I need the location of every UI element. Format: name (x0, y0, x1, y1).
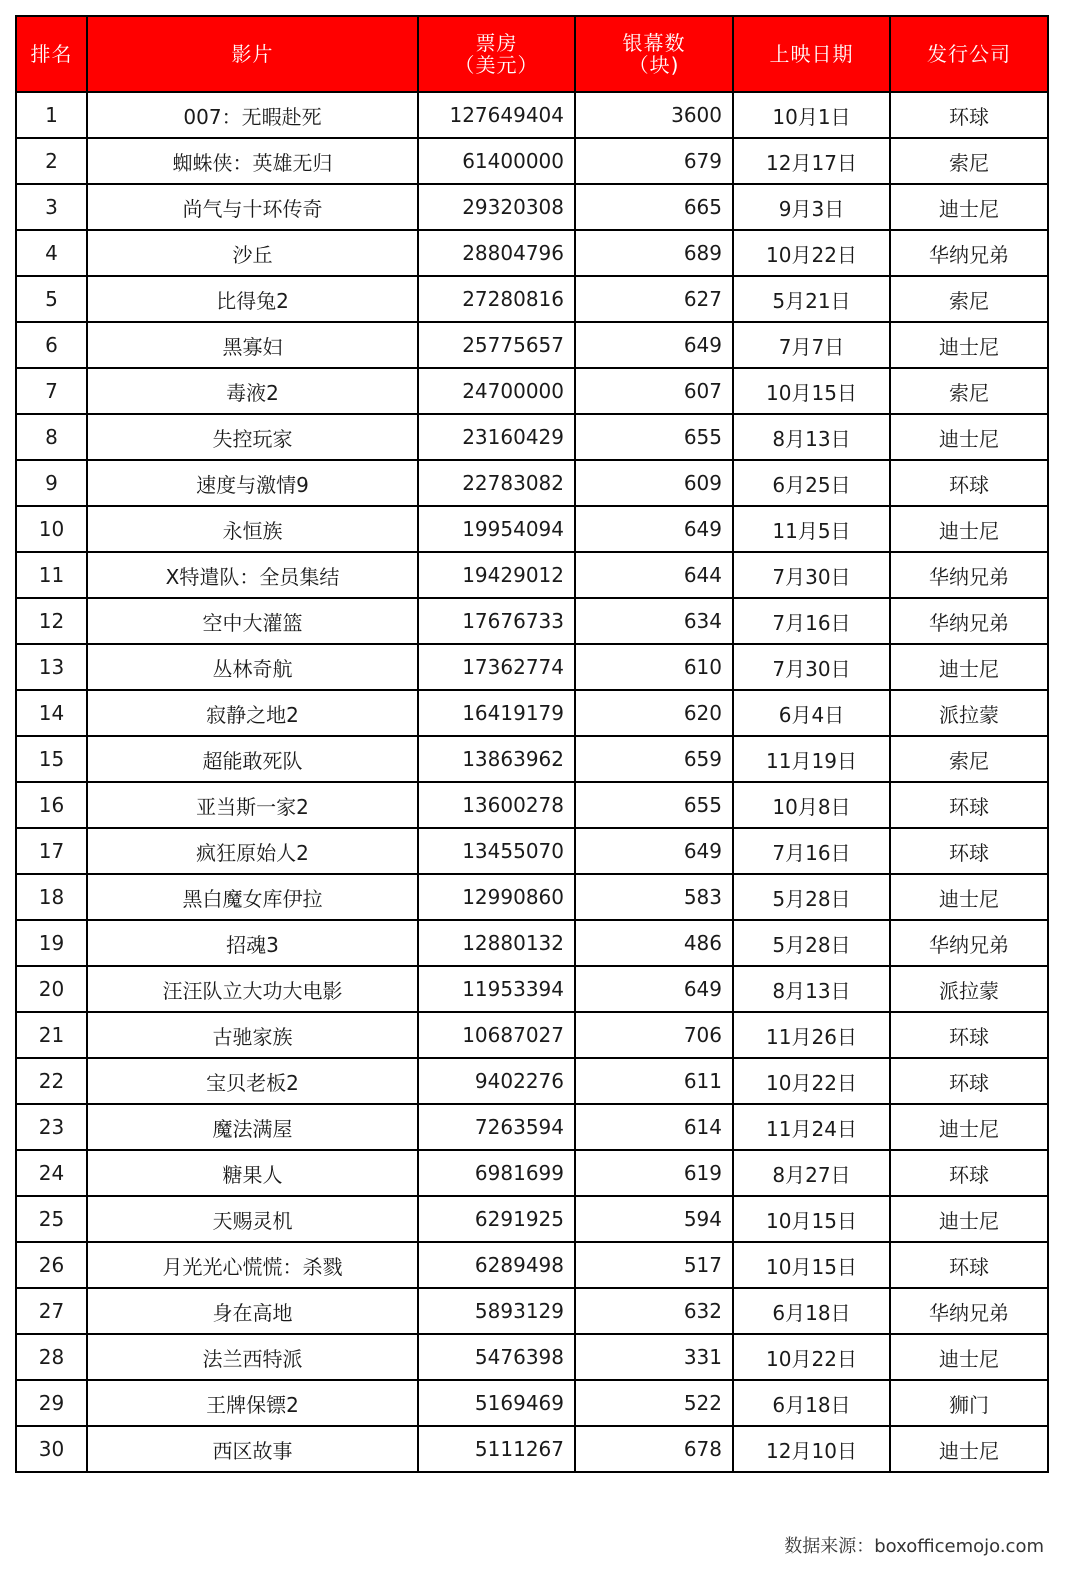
cell-title: 法兰西特派 (87, 1334, 418, 1380)
cell-title: 毒液2 (87, 368, 418, 414)
cell-title: 亚当斯一家2 (87, 782, 418, 828)
cell-gross: 22783082 (418, 460, 575, 506)
cell-title: 丛林奇航 (87, 644, 418, 690)
header-gross-label: 票房 (475, 31, 518, 55)
cell-gross: 19429012 (418, 552, 575, 598)
cell-distributor: 派拉蒙 (890, 690, 1048, 736)
table-row (16, 230, 1048, 276)
cell-distributor: 索尼 (890, 138, 1048, 184)
cell-title: 速度与激情9 (87, 460, 418, 506)
header-screens-unit: （块) (628, 53, 680, 77)
cell-title: 身在高地 (87, 1288, 418, 1334)
cell-title: 月光光心慌慌：杀戮 (87, 1242, 418, 1288)
table-row (16, 1380, 1048, 1426)
cell-rank: 15 (16, 736, 87, 782)
cell-screens: 679 (575, 138, 733, 184)
cell-title: 天赐灵机 (87, 1196, 418, 1242)
cell-rank: 16 (16, 782, 87, 828)
cell-title: 沙丘 (87, 230, 418, 276)
cell-screens: 614 (575, 1104, 733, 1150)
cell-screens: 609 (575, 460, 733, 506)
cell-release-date: 10月15日 (733, 368, 890, 414)
table-row (16, 1058, 1048, 1104)
cell-release-date: 11月24日 (733, 1104, 890, 1150)
cell-title: 王牌保镖2 (87, 1380, 418, 1426)
cell-gross: 23160429 (418, 414, 575, 460)
cell-gross: 12990860 (418, 874, 575, 920)
table-header (16, 16, 1048, 92)
cell-distributor: 华纳兄弟 (890, 598, 1048, 644)
cell-screens: 659 (575, 736, 733, 782)
cell-distributor: 迪士尼 (890, 322, 1048, 368)
cell-title: 古驰家族 (87, 1012, 418, 1058)
cell-rank: 27 (16, 1288, 87, 1334)
cell-screens: 632 (575, 1288, 733, 1334)
cell-rank: 22 (16, 1058, 87, 1104)
cell-gross: 17676733 (418, 598, 575, 644)
cell-rank: 4 (16, 230, 87, 276)
cell-screens: 3600 (575, 92, 733, 138)
cell-rank: 12 (16, 598, 87, 644)
cell-screens: 644 (575, 552, 733, 598)
table-row (16, 1242, 1048, 1288)
table-row (16, 138, 1048, 184)
cell-rank: 2 (16, 138, 87, 184)
cell-title: 空中大灌篮 (87, 598, 418, 644)
cell-screens: 689 (575, 230, 733, 276)
table-row (16, 184, 1048, 230)
cell-release-date: 7月30日 (733, 644, 890, 690)
cell-screens: 517 (575, 1242, 733, 1288)
cell-distributor: 迪士尼 (890, 414, 1048, 460)
table-row (16, 736, 1048, 782)
cell-rank: 8 (16, 414, 87, 460)
table-row (16, 1196, 1048, 1242)
table-row (16, 414, 1048, 460)
cell-rank: 17 (16, 828, 87, 874)
cell-distributor: 环球 (890, 828, 1048, 874)
cell-gross: 24700000 (418, 368, 575, 414)
cell-release-date: 5月28日 (733, 920, 890, 966)
cell-release-date: 6月4日 (733, 690, 890, 736)
table-body (16, 92, 1048, 1472)
cell-title: 招魂3 (87, 920, 418, 966)
cell-screens: 594 (575, 1196, 733, 1242)
cell-release-date: 8月13日 (733, 966, 890, 1012)
table-row (16, 1150, 1048, 1196)
box-office-table (15, 15, 1049, 1473)
cell-distributor: 索尼 (890, 368, 1048, 414)
cell-screens: 522 (575, 1380, 733, 1426)
cell-title: 比得兔2 (87, 276, 418, 322)
cell-rank: 9 (16, 460, 87, 506)
cell-screens: 655 (575, 414, 733, 460)
cell-title: 永恒族 (87, 506, 418, 552)
cell-screens: 627 (575, 276, 733, 322)
table-row (16, 690, 1048, 736)
cell-title: 寂静之地2 (87, 690, 418, 736)
cell-rank: 11 (16, 552, 87, 598)
cell-screens: 634 (575, 598, 733, 644)
cell-distributor: 迪士尼 (890, 1334, 1048, 1380)
cell-release-date: 10月15日 (733, 1242, 890, 1288)
table-row (16, 92, 1048, 138)
table-row (16, 506, 1048, 552)
cell-gross: 13600278 (418, 782, 575, 828)
table-row (16, 1012, 1048, 1058)
table-row (16, 874, 1048, 920)
cell-gross: 16419179 (418, 690, 575, 736)
cell-title: 汪汪队立大功大电影 (87, 966, 418, 1012)
cell-distributor: 索尼 (890, 736, 1048, 782)
cell-rank: 20 (16, 966, 87, 1012)
cell-screens: 620 (575, 690, 733, 736)
table-row (16, 368, 1048, 414)
header-gross-unit: （美元） (454, 53, 539, 77)
header-row (16, 16, 1048, 92)
cell-gross: 127649404 (418, 92, 575, 138)
cell-rank: 23 (16, 1104, 87, 1150)
cell-release-date: 6月18日 (733, 1288, 890, 1334)
table-row (16, 598, 1048, 644)
cell-distributor: 狮门 (890, 1380, 1048, 1426)
header-rank: 排名 (16, 16, 87, 92)
header-screens-label: 银幕数 (622, 31, 686, 55)
header-screens (575, 16, 733, 92)
cell-rank: 14 (16, 690, 87, 736)
cell-release-date: 8月13日 (733, 414, 890, 460)
cell-release-date: 5月21日 (733, 276, 890, 322)
header-title: 影片 (87, 16, 418, 92)
header-release-date: 上映日期 (733, 16, 890, 92)
cell-gross: 5169469 (418, 1380, 575, 1426)
cell-release-date: 10月22日 (733, 1058, 890, 1104)
cell-gross: 17362774 (418, 644, 575, 690)
cell-title: 超能敢死队 (87, 736, 418, 782)
cell-rank: 21 (16, 1012, 87, 1058)
cell-release-date: 6月25日 (733, 460, 890, 506)
cell-distributor: 环球 (890, 1150, 1048, 1196)
table-row (16, 322, 1048, 368)
cell-distributor: 华纳兄弟 (890, 920, 1048, 966)
cell-rank: 30 (16, 1426, 87, 1472)
cell-distributor: 迪士尼 (890, 644, 1048, 690)
cell-release-date: 11月19日 (733, 736, 890, 782)
cell-rank: 1 (16, 92, 87, 138)
cell-screens: 665 (575, 184, 733, 230)
cell-screens: 655 (575, 782, 733, 828)
data-source-note: 数据来源：boxofficemojo.com (784, 1536, 1044, 1557)
cell-distributor: 迪士尼 (890, 1104, 1048, 1150)
cell-title: 西区故事 (87, 1426, 418, 1472)
cell-title: 蜘蛛侠：英雄无归 (87, 138, 418, 184)
cell-screens: 486 (575, 920, 733, 966)
cell-title: 魔法满屋 (87, 1104, 418, 1150)
cell-screens: 611 (575, 1058, 733, 1104)
cell-screens: 331 (575, 1334, 733, 1380)
table-row (16, 460, 1048, 506)
header-gross (418, 16, 575, 92)
table-row (16, 644, 1048, 690)
cell-distributor: 环球 (890, 1012, 1048, 1058)
cell-gross: 7263594 (418, 1104, 575, 1150)
cell-gross: 6981699 (418, 1150, 575, 1196)
cell-screens: 649 (575, 828, 733, 874)
cell-distributor: 迪士尼 (890, 874, 1048, 920)
cell-rank: 19 (16, 920, 87, 966)
cell-screens: 619 (575, 1150, 733, 1196)
cell-title: 黑白魔女库伊拉 (87, 874, 418, 920)
cell-gross: 11953394 (418, 966, 575, 1012)
cell-gross: 13863962 (418, 736, 575, 782)
cell-release-date: 12月10日 (733, 1426, 890, 1472)
cell-rank: 3 (16, 184, 87, 230)
cell-release-date: 10月1日 (733, 92, 890, 138)
cell-distributor: 环球 (890, 782, 1048, 828)
cell-rank: 7 (16, 368, 87, 414)
table-row (16, 1288, 1048, 1334)
cell-distributor: 环球 (890, 1058, 1048, 1104)
cell-release-date: 10月22日 (733, 230, 890, 276)
header-distributor: 发行公司 (890, 16, 1048, 92)
cell-rank: 28 (16, 1334, 87, 1380)
cell-title: 疯狂原始人2 (87, 828, 418, 874)
cell-distributor: 环球 (890, 1242, 1048, 1288)
cell-gross: 5476398 (418, 1334, 575, 1380)
cell-release-date: 7月16日 (733, 828, 890, 874)
cell-screens: 649 (575, 966, 733, 1012)
cell-release-date: 10月22日 (733, 1334, 890, 1380)
cell-title: 黑寡妇 (87, 322, 418, 368)
table-row (16, 782, 1048, 828)
cell-gross: 6291925 (418, 1196, 575, 1242)
cell-release-date: 10月8日 (733, 782, 890, 828)
cell-title: 糖果人 (87, 1150, 418, 1196)
cell-gross: 6289498 (418, 1242, 575, 1288)
cell-screens: 583 (575, 874, 733, 920)
cell-screens: 649 (575, 322, 733, 368)
cell-distributor: 派拉蒙 (890, 966, 1048, 1012)
table-row (16, 552, 1048, 598)
cell-rank: 18 (16, 874, 87, 920)
cell-distributor: 索尼 (890, 276, 1048, 322)
cell-distributor: 华纳兄弟 (890, 552, 1048, 598)
cell-release-date: 7月7日 (733, 322, 890, 368)
cell-rank: 10 (16, 506, 87, 552)
cell-release-date: 8月27日 (733, 1150, 890, 1196)
cell-screens: 607 (575, 368, 733, 414)
cell-distributor: 华纳兄弟 (890, 1288, 1048, 1334)
cell-distributor: 华纳兄弟 (890, 230, 1048, 276)
table-row (16, 966, 1048, 1012)
cell-distributor: 迪士尼 (890, 1426, 1048, 1472)
cell-distributor: 环球 (890, 92, 1048, 138)
cell-distributor: 迪士尼 (890, 1196, 1048, 1242)
cell-screens: 678 (575, 1426, 733, 1472)
cell-rank: 26 (16, 1242, 87, 1288)
cell-release-date: 5月28日 (733, 874, 890, 920)
cell-distributor: 环球 (890, 460, 1048, 506)
cell-distributor: 迪士尼 (890, 506, 1048, 552)
box-office-table-container (15, 15, 1047, 1473)
cell-title: 失控玩家 (87, 414, 418, 460)
cell-gross: 28804796 (418, 230, 575, 276)
cell-rank: 13 (16, 644, 87, 690)
cell-screens: 706 (575, 1012, 733, 1058)
cell-distributor: 迪士尼 (890, 184, 1048, 230)
cell-release-date: 7月30日 (733, 552, 890, 598)
table-row (16, 1334, 1048, 1380)
cell-release-date: 9月3日 (733, 184, 890, 230)
cell-release-date: 6月18日 (733, 1380, 890, 1426)
cell-release-date: 10月15日 (733, 1196, 890, 1242)
cell-rank: 25 (16, 1196, 87, 1242)
table-row (16, 1426, 1048, 1472)
cell-gross: 25775657 (418, 322, 575, 368)
table-row (16, 920, 1048, 966)
cell-gross: 13455070 (418, 828, 575, 874)
cell-gross: 5893129 (418, 1288, 575, 1334)
cell-title: 宝贝老板2 (87, 1058, 418, 1104)
cell-rank: 6 (16, 322, 87, 368)
cell-gross: 29320308 (418, 184, 575, 230)
cell-gross: 9402276 (418, 1058, 575, 1104)
table-row (16, 828, 1048, 874)
cell-release-date: 11月26日 (733, 1012, 890, 1058)
cell-release-date: 11月5日 (733, 506, 890, 552)
cell-title: X特遣队：全员集结 (87, 552, 418, 598)
cell-screens: 610 (575, 644, 733, 690)
table-row (16, 276, 1048, 322)
table-row (16, 1104, 1048, 1150)
cell-gross: 10687027 (418, 1012, 575, 1058)
cell-gross: 12880132 (418, 920, 575, 966)
cell-gross: 27280816 (418, 276, 575, 322)
cell-gross: 5111267 (418, 1426, 575, 1472)
cell-gross: 19954094 (418, 506, 575, 552)
cell-title: 007：无暇赴死 (87, 92, 418, 138)
cell-release-date: 12月17日 (733, 138, 890, 184)
cell-screens: 649 (575, 506, 733, 552)
cell-rank: 24 (16, 1150, 87, 1196)
cell-title: 尚气与十环传奇 (87, 184, 418, 230)
cell-rank: 5 (16, 276, 87, 322)
cell-release-date: 7月16日 (733, 598, 890, 644)
cell-rank: 29 (16, 1380, 87, 1426)
cell-gross: 61400000 (418, 138, 575, 184)
